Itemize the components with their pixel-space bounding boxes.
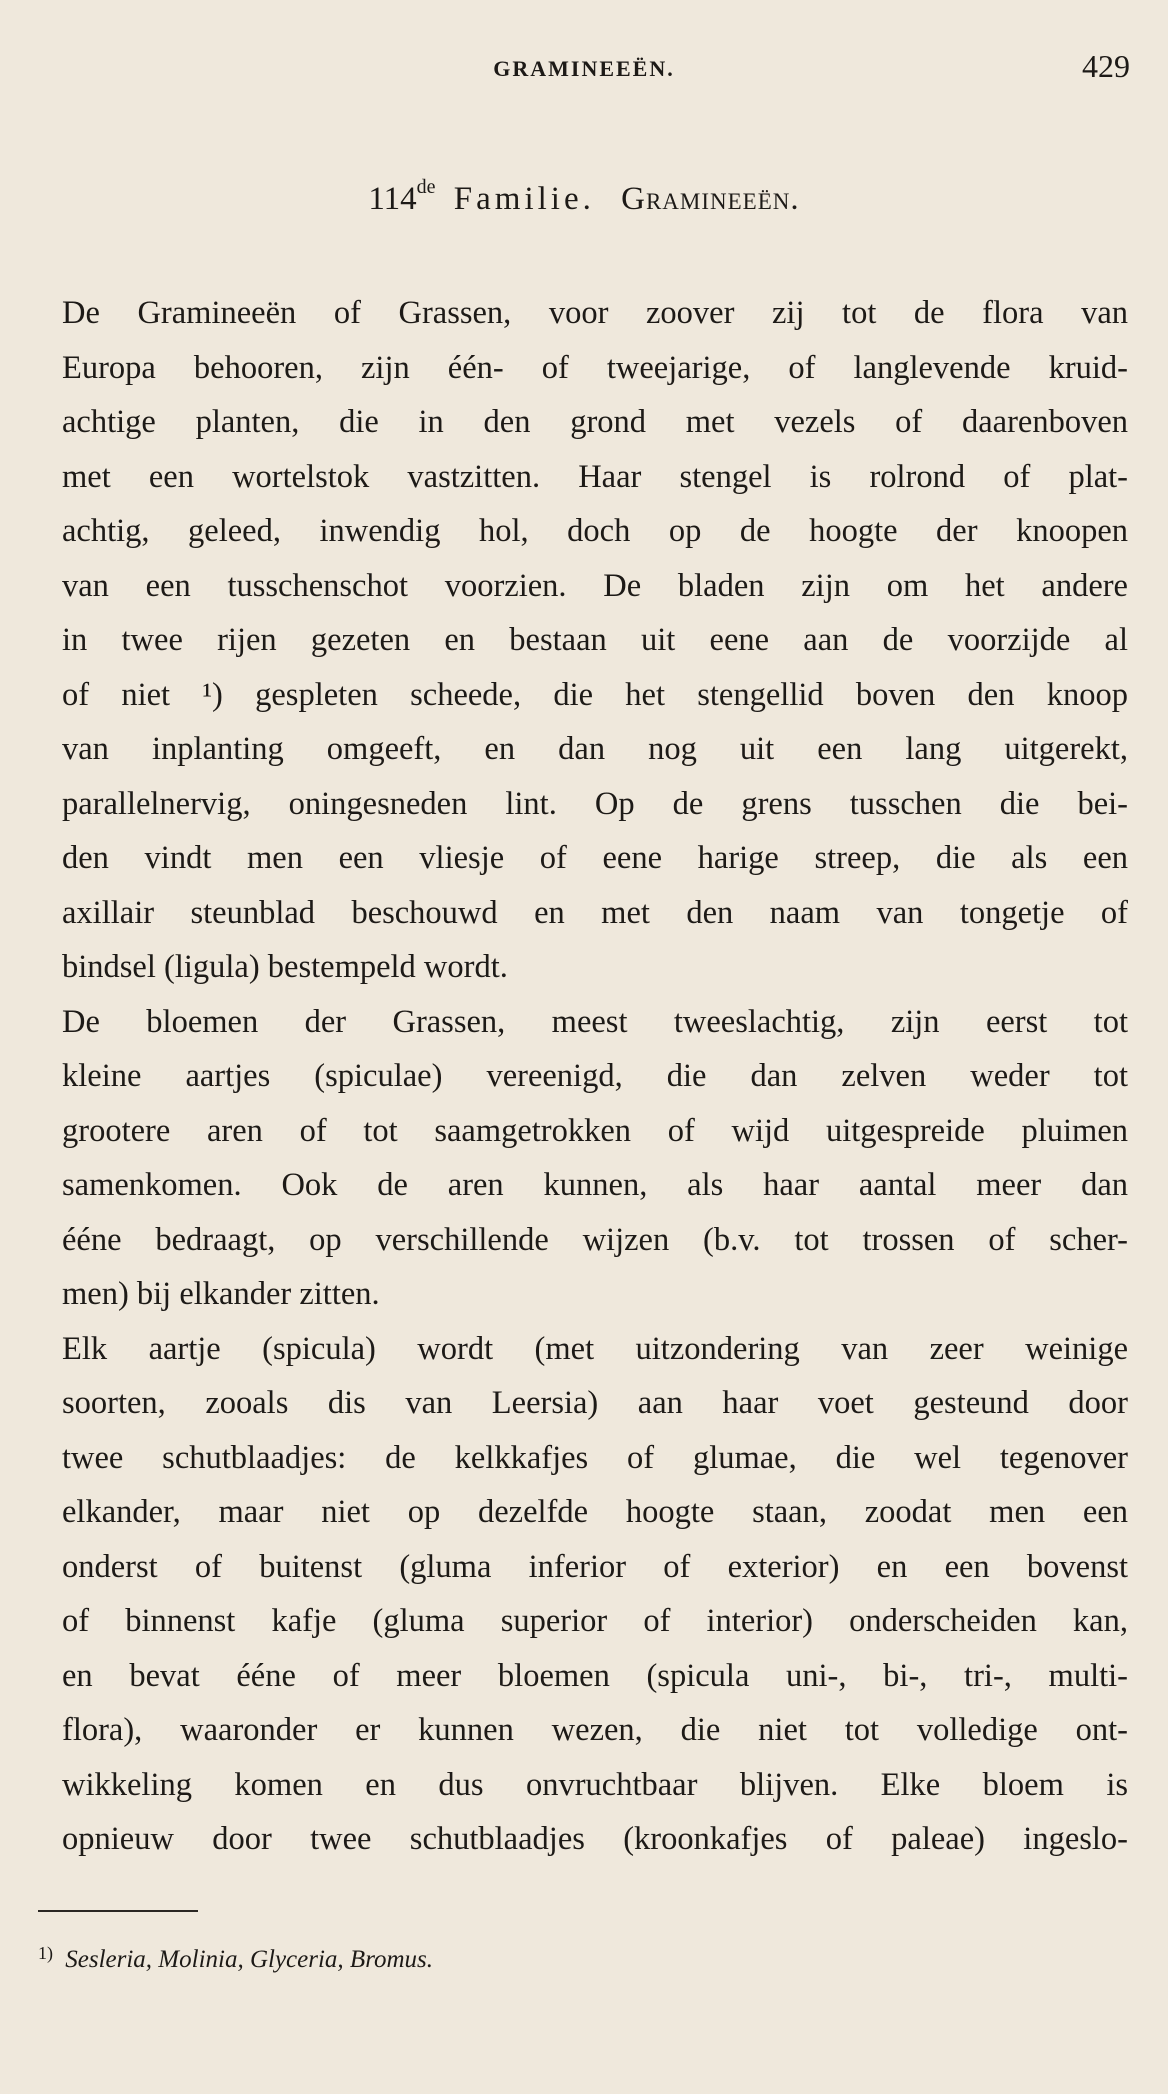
text-line: in twee rijen gezeten en bestaan uit eene aan de voorzijde al xyxy=(62,622,1128,658)
text-line: of niet ¹) gespleten scheede, die het stengellid boven den knoop xyxy=(62,676,1128,713)
text-line: achtige planten, die in den grond met vezels of daarenboven xyxy=(62,404,1128,440)
running-head-title: GRAMINEEËN. xyxy=(493,56,675,81)
text-line: Europa behooren, zijn één- of tweejarige, of langlevende kruid- xyxy=(62,349,1128,386)
text-line: flora), waaronder er kunnen wezen, die niet tot volledige ont- xyxy=(62,1712,1128,1748)
text-line: den vindt men een vliesje of eene harige streep, die als een xyxy=(62,840,1128,876)
text-line: De Gramineeën of Grassen, voor zoover zij tot de flora van xyxy=(62,295,1128,331)
text-line: ééne bedraagt, op verschillende wijzen (b.v. tot trossen of scher- xyxy=(62,1221,1128,1258)
text-line: en bevat ééne of meer bloemen (spicula uni-, bi-, tri-, multi- xyxy=(62,1657,1128,1694)
family-number: 114 xyxy=(368,181,417,217)
page-number: 429 xyxy=(1082,48,1130,84)
text-line: met een wortelstok vastzitten. Haar stengel is rolrond of plat- xyxy=(62,458,1128,495)
text-line: De bloemen der Grassen, meest tweeslachtig, zijn eerst tot xyxy=(62,1003,1128,1040)
footnote-mark: 1) xyxy=(38,1943,53,1963)
text-line: Elk aartje (spicula) wordt (met uitzondering van zeer weinige xyxy=(62,1330,1128,1367)
text-line: of binnenst kafje (gluma superior of interior) onderscheiden kan, xyxy=(62,1603,1128,1639)
running-head xyxy=(0,48,1168,88)
text-line: elkander, maar niet op dezelfde hoogte staan, zoodat men een xyxy=(62,1494,1128,1530)
text-line: bindsel (ligula) bestempeld wordt. xyxy=(62,949,508,985)
text-line: axillair steunblad beschouwd en met den naam van tongetje of xyxy=(62,894,1128,931)
family-heading xyxy=(0,176,1168,218)
text-line: opnieuw door twee schutblaadjes (kroonkafjes of paleae) ingeslo- xyxy=(62,1821,1128,1857)
footnote-text: Sesleria, Molinia, Glyceria, Bromus. xyxy=(65,1946,434,1973)
family-word: Familie. xyxy=(453,181,595,217)
text-line: samenkomen. Ook de aren kunnen, als haar aantal meer dan xyxy=(62,1167,1128,1203)
text-line: van een tusschenschot voorzien. De bladen zijn om het andere xyxy=(62,567,1128,604)
family-name: Gramineeën. xyxy=(621,181,800,217)
body-text xyxy=(62,286,1128,1867)
footnote xyxy=(38,1943,434,1974)
family-number-suffix: de xyxy=(416,176,436,198)
text-line: soorten, zooals dis van Leersia) aan haar voet gesteund door xyxy=(62,1385,1128,1421)
text-line: grootere aren of tot saamgetrokken of wijd uitgespreide pluimen xyxy=(62,1112,1128,1149)
text-line: wikkeling komen en dus onvruchtbaar blijven. Elke bloem is xyxy=(62,1766,1128,1803)
footnote-divider xyxy=(38,1910,198,1912)
text-line: kleine aartjes (spiculae) vereenigd, die dan zelven weder tot xyxy=(62,1058,1128,1094)
text-line: twee schutblaadjes: de kelkkafjes of glumae, die wel tegenover xyxy=(62,1439,1128,1476)
text-line: achtig, geleed, inwendig hol, doch op de hoogte der knoopen xyxy=(62,513,1128,549)
text-line: men) bij elkander zitten. xyxy=(62,1276,380,1312)
text-line: onderst of buitenst (gluma inferior of exterior) en een bovenst xyxy=(62,1548,1128,1585)
text-line: van inplanting omgeeft, en dan nog uit een lang uitgerekt, xyxy=(62,731,1128,767)
text-line: parallelnervig, oningesneden lint. Op de grens tusschen die bei- xyxy=(62,785,1128,822)
